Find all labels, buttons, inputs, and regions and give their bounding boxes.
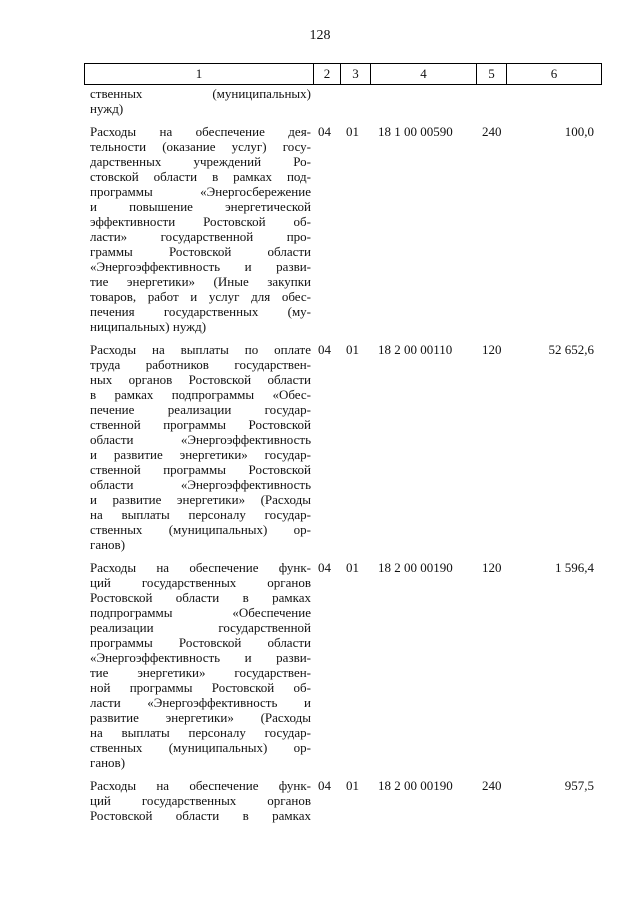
description-line: Расходы на выплаты по оплате — [90, 342, 311, 357]
cell-col6: 1 596,4 — [555, 560, 594, 575]
description-line: ственных (муниципальных) ор- — [90, 522, 311, 537]
description-line: граммы Ростовской области — [90, 244, 311, 259]
description-line: ной программы Ростовской об- — [90, 680, 311, 695]
cell-col3: 01 — [346, 560, 359, 575]
description-line: ственных (муниципальных) — [90, 86, 311, 101]
cell-col3: 01 — [346, 778, 359, 793]
table-row — [84, 124, 602, 334]
description-line: Расходы на обеспечение функ- — [90, 560, 311, 575]
cell-col2: 04 — [318, 560, 331, 575]
description-line: ласти» государственной про- — [90, 229, 311, 244]
cell-col5 — [482, 86, 518, 116]
description-line: тие энергетики» государствен- — [90, 665, 311, 680]
description-line: Расходы на обеспечение дея- — [90, 124, 311, 139]
cell-col2 — [311, 86, 346, 116]
description-line: ласти «Энергоэффективность и — [90, 695, 311, 710]
description-line: ственной программы Ростовской — [90, 417, 311, 432]
table-row — [84, 778, 602, 823]
table-row — [84, 560, 602, 770]
description-line: ганов) — [90, 537, 126, 552]
description-line: ниципальных) нужд) — [90, 319, 207, 334]
table-row — [84, 342, 602, 552]
description-line: печения государственных (му- — [90, 304, 311, 319]
table-header — [84, 63, 602, 85]
description-line: программы Ростовской области — [90, 635, 311, 650]
description-line: и повышение энергетической — [90, 199, 311, 214]
description-line: печение реализации государ- — [90, 402, 311, 417]
description-line: ственной программы Ростовской — [90, 462, 311, 477]
description-line: нужд) — [90, 101, 124, 116]
cell-col6: 52 652,6 — [548, 342, 594, 357]
description-line: Ростовской области в рамках — [90, 590, 311, 605]
description-line: и развитие энергетики» (Расходы — [90, 492, 311, 507]
description-line: труда работников государствен- — [90, 357, 311, 372]
description-line: и развитие энергетики» государ- — [90, 447, 311, 462]
header-col-3: 3 — [341, 64, 371, 84]
description-line: товаров, работ и услуг для обес- — [90, 289, 311, 304]
row-description — [84, 778, 311, 823]
header-col-2: 2 — [314, 64, 341, 84]
description-line: стовской области в рамках под- — [90, 169, 311, 184]
table-row — [84, 86, 602, 116]
description-line: тие энергетики» (Иные закупки — [90, 274, 311, 289]
row-description — [84, 560, 311, 770]
description-line: ций государственных органов — [90, 793, 311, 808]
description-line: реализации государственной — [90, 620, 311, 635]
cell-col5: 120 — [482, 560, 502, 575]
description-line: тельности (оказание услуг) госу- — [90, 139, 311, 154]
description-line: области «Энергоэффективность — [90, 477, 311, 492]
description-line: ций государственных органов — [90, 575, 311, 590]
header-col-6: 6 — [550, 66, 558, 81]
description-line: на выплаты персоналу государ- — [90, 725, 311, 740]
row-description — [84, 342, 311, 552]
header-col-1: 1 — [85, 64, 314, 84]
description-line: в рамках подпрограммы «Обес- — [90, 387, 311, 402]
table-body — [84, 86, 602, 823]
description-line: Расходы на обеспечение функ- — [90, 778, 311, 793]
description-line: эффективности Ростовской об- — [90, 214, 311, 229]
cell-col3 — [346, 86, 376, 116]
description-line: ных органов Ростовской области — [90, 372, 311, 387]
description-line: Ростовской области в рамках — [90, 808, 311, 823]
cell-col4: 18 1 00 00590 — [378, 124, 453, 139]
description-line: дарственных учреждений Ро- — [90, 154, 311, 169]
description-line: ственных (муниципальных) ор- — [90, 740, 311, 755]
cell-col4: 18 2 00 00110 — [378, 342, 453, 357]
cell-col4: 18 2 00 00190 — [378, 560, 453, 575]
cell-col4 — [376, 86, 482, 116]
description-line: программы «Энергосбережение — [90, 184, 311, 199]
cell-col2: 04 — [318, 124, 331, 139]
row-description — [84, 124, 311, 334]
cell-col6 — [518, 86, 602, 116]
description-line: развитие энергетики» (Расходы — [90, 710, 311, 725]
description-line: на выплаты персоналу государ- — [90, 507, 311, 522]
description-line: «Энергоэффективность и разви- — [90, 650, 311, 665]
row-description — [84, 86, 311, 116]
cell-col5: 120 — [482, 342, 502, 357]
cell-col5: 240 — [482, 124, 502, 139]
description-line: ганов) — [90, 755, 126, 770]
cell-col4: 18 2 00 00190 — [378, 778, 453, 793]
cell-col3: 01 — [346, 124, 359, 139]
cell-col3: 01 — [346, 342, 359, 357]
cell-col5: 240 — [482, 778, 502, 793]
header-col-4: 4 — [371, 64, 477, 84]
description-line: подпрограммы «Обеспечение — [90, 605, 311, 620]
header-col-5: 5 — [477, 64, 507, 84]
cell-col2: 04 — [318, 778, 331, 793]
description-line: «Энергоэффективность и разви- — [90, 259, 311, 274]
cell-col2: 04 — [318, 342, 331, 357]
description-line: области «Энергоэффективность — [90, 432, 311, 447]
cell-col6: 100,0 — [564, 124, 594, 139]
cell-col6: 957,5 — [564, 778, 594, 793]
page-number: 128 — [309, 28, 331, 43]
